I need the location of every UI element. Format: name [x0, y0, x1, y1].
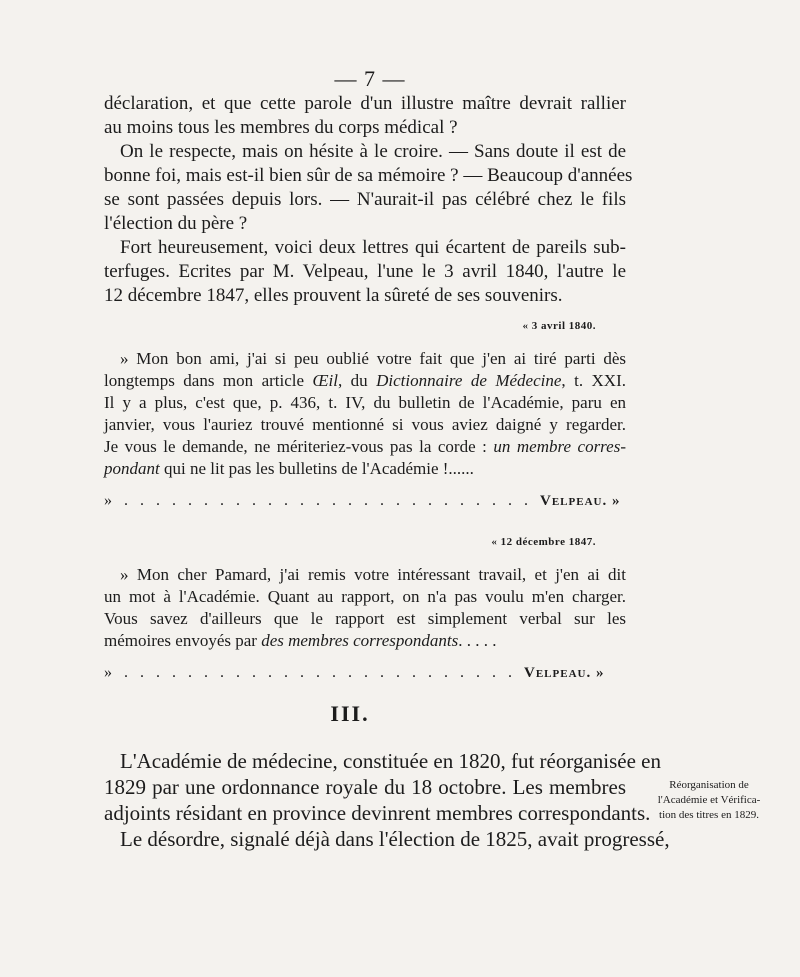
- text-line: se sont passées depuis lors. — N'aurait-il pas célébré chez le fils: [104, 189, 626, 210]
- letter-text: . . . . .: [458, 631, 497, 650]
- letter-text: , t. XXI.: [561, 371, 626, 390]
- text-line: Fort heureusement, voici deux lettres qui écartent de pareils sub-: [120, 237, 626, 258]
- letter-1: [104, 348, 626, 512]
- letter-text: longtemps dans mon article: [104, 371, 313, 390]
- letter-emphasis: un membre corres-: [493, 437, 626, 456]
- letter-line: [104, 348, 626, 370]
- dictionary-title: Dictionnaire de Médecine: [376, 371, 562, 390]
- letter-text: » Mon bon ami, j'ai si peu oublié votre fait que j'en ai tiré parti dès: [120, 349, 626, 368]
- signature: Velpeau. »: [540, 493, 621, 509]
- letter-text: Il y a plus, c'est que, p. 436, t. IV, du bulletin de l'Académie, paru en: [104, 393, 626, 412]
- letter-line: [104, 436, 626, 458]
- margin-note-line: tion des titres en 1829.: [659, 809, 759, 821]
- text-line: 1829 par une ordonnance royale du 18 octobre. Les membres: [104, 775, 626, 799]
- letter-text: , du: [337, 371, 377, 390]
- letter-text: janvier, vous l'auriez trouvé mentionné si vous aviez daigné y regarder.: [104, 415, 626, 434]
- letter-line: [104, 414, 626, 436]
- letter-line: [104, 630, 626, 652]
- signature: Velpeau. »: [524, 665, 605, 681]
- letter-date: « 3 avril 1840.: [522, 320, 596, 332]
- text-line: au moins tous les membres du corps médical ?: [104, 117, 458, 138]
- letter-line: [104, 586, 626, 608]
- text-line: adjoints résidant en province devinrent membres correspondants.: [104, 801, 651, 825]
- letter-line: [104, 608, 626, 630]
- letter-text: » Mon cher Pamard, j'ai remis votre intéressant travail, et j'en ai dit: [120, 565, 626, 584]
- text-line: 12 décembre 1847, elles prouvent la sûreté de ses souvenirs.: [104, 285, 563, 306]
- text-line: terfuges. Ecrites par M. Velpeau, l'une le 3 avril 1840, l'autre le: [104, 261, 626, 282]
- letter-emphasis: des membres correspondants: [261, 631, 459, 650]
- letter-line: [104, 458, 626, 480]
- letter-text: Vous savez d'ailleurs que le rapport est simplement verbal sur les: [104, 609, 626, 628]
- text-line: L'Académie de médecine, constituée en 1820, fut réorganisée en: [120, 749, 662, 773]
- letter-text: un mot à l'Académie. Quant au rapport, on n'a pas voulu m'en charger.: [104, 587, 626, 606]
- signature-dots: » . . . . . . . . . . . . . . . . . . . . . . . . .: [104, 664, 516, 681]
- signature-line: [104, 490, 626, 512]
- text-line: déclaration, et que cette parole d'un illustre maître devrait rallier: [104, 93, 626, 114]
- letter-text: mémoires envoyés par: [104, 631, 262, 650]
- letter-date: « 12 décembre 1847.: [491, 536, 596, 548]
- letter-2: [104, 564, 626, 684]
- section-heading: III.: [330, 701, 370, 726]
- text-line: bonne foi, mais est-il bien sûr de sa mémoire ? — Beaucoup d'années: [104, 165, 633, 186]
- margin-note-line: Réorganisation de: [669, 779, 749, 791]
- letter-line: [104, 370, 626, 392]
- text-line: l'élection du père ?: [104, 213, 248, 234]
- margin-note: [636, 778, 782, 823]
- letter-line: [104, 564, 626, 586]
- text-line: Le désordre, signalé déjà dans l'élection de 1825, avait progressé,: [120, 827, 670, 851]
- letter-line: [104, 392, 626, 414]
- section-text: [104, 748, 670, 852]
- signature-line: [104, 662, 626, 684]
- letter-emphasis: pondant: [104, 459, 160, 478]
- letter-emphasis: Œil: [312, 371, 338, 390]
- main-text: [104, 92, 670, 852]
- page-number: — 7 —: [334, 66, 406, 91]
- text-line: On le respecte, mais on hésite à le croire. — Sans doute il est de: [120, 141, 626, 162]
- margin-note-line: l'Académie et Vérifica-: [657, 794, 761, 806]
- signature-dots: » . . . . . . . . . . . . . . . . . . . . . . . . . .: [104, 492, 532, 509]
- letter-text: qui ne lit pas les bulletins de l'Académie !......: [159, 459, 474, 478]
- letter-text: Je vous le demande, ne mériteriez-vous pas la corde :: [104, 437, 494, 456]
